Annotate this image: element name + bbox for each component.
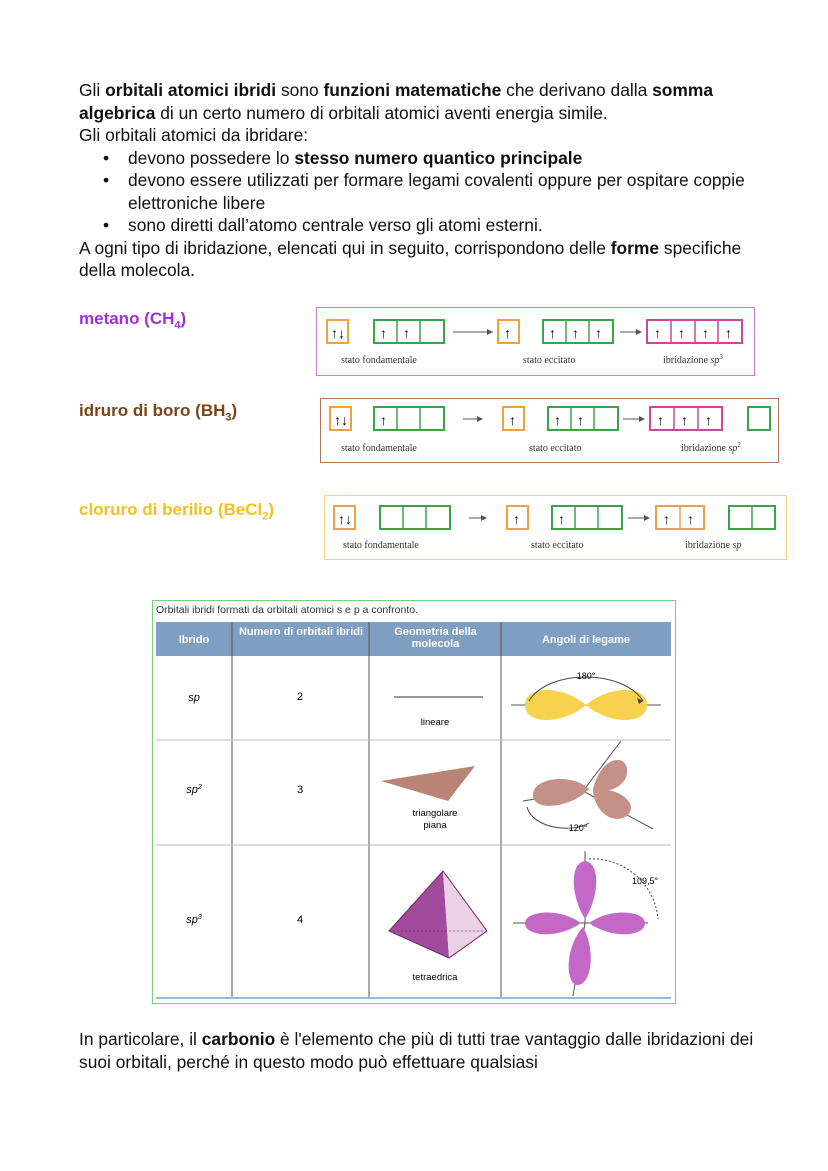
molecule-label-methane bbox=[79, 309, 186, 331]
subscript: 2 bbox=[262, 510, 269, 523]
intro-paragraph-2: Gli orbitali atomici da ibridare: bbox=[79, 125, 309, 145]
orbital-diagram-beryllium-chloride bbox=[324, 495, 787, 560]
row-count: 2 bbox=[296, 691, 304, 703]
electron-pair-arrows: ↑↓ bbox=[338, 513, 352, 528]
text: sono bbox=[276, 80, 324, 100]
electron-arrow: ↑ bbox=[380, 327, 387, 342]
intro-paragraph-3 bbox=[79, 237, 769, 282]
label-hybridization: ibridazione $sp^2$ bbox=[681, 441, 741, 454]
electron-arrow: ↑ bbox=[687, 513, 694, 528]
electron-arrow: ↑ bbox=[403, 327, 410, 342]
arrow-head bbox=[636, 329, 642, 335]
electron-pair-arrows: ↑↓ bbox=[334, 414, 348, 429]
label-excited-state: stato eccitato bbox=[523, 355, 576, 366]
header-bond-angles: Angoli di legame bbox=[541, 634, 631, 646]
molecule-label-beryllium-chloride bbox=[79, 500, 274, 522]
text: cloruro di berilio (BeCl bbox=[79, 500, 263, 519]
text: specifiche della molecola. bbox=[79, 237, 742, 280]
lobe-bottom bbox=[569, 927, 591, 985]
text: In particolare, il bbox=[79, 1029, 202, 1049]
bold-text: orbitali atomici ibridi bbox=[105, 80, 277, 100]
row-geometry-line1: triangolare bbox=[412, 808, 458, 819]
text: A ogni tipo di ibridazione, elencati qui in seguito, corrispondono delle bbox=[79, 237, 611, 258]
lobe-left bbox=[525, 912, 581, 934]
electron-arrow: ↑ bbox=[554, 414, 561, 429]
electron-arrow: ↑ bbox=[504, 327, 511, 342]
angle-arc bbox=[589, 859, 658, 919]
bold-text: carbonio bbox=[201, 1029, 276, 1049]
electron-arrow: ↑ bbox=[657, 414, 664, 429]
row-hybrid-sp2: $sp^2$ bbox=[186, 784, 202, 796]
angle-label: 120° bbox=[568, 823, 588, 833]
text: che derivano dalla bbox=[501, 80, 653, 100]
row-geometry-line2: piana bbox=[423, 820, 447, 831]
orbital-box-group bbox=[380, 506, 450, 529]
angle-label: 180° bbox=[576, 671, 596, 681]
orbital-diagram-svg bbox=[321, 399, 778, 462]
row-count: 4 bbox=[296, 914, 304, 926]
header-orbital-count: Numero di orbitali ibridi bbox=[238, 626, 364, 638]
text: di un certo numero di orbitali atomici aventi energia simile. bbox=[155, 102, 608, 123]
orbital-box bbox=[748, 407, 770, 430]
electron-arrow: ↑ bbox=[380, 414, 387, 429]
text: ) bbox=[268, 500, 275, 519]
sp2-orbital-lobes bbox=[523, 741, 653, 833]
electron-arrow: ↑ bbox=[678, 327, 685, 342]
table-figure bbox=[153, 601, 675, 1003]
sp3-orbital-lobes bbox=[513, 851, 658, 996]
text: ) bbox=[180, 309, 187, 328]
label-excited-state: stato eccitato bbox=[529, 443, 582, 454]
electron-arrow: ↑ bbox=[681, 414, 688, 429]
row-geometry: lineare bbox=[420, 717, 450, 728]
text: Gli bbox=[79, 80, 106, 100]
subscript: 3 bbox=[225, 411, 232, 424]
orbital-diagram-borane bbox=[320, 398, 779, 463]
label-hybridization: ibridazione sp bbox=[685, 540, 742, 551]
bold-text: stesso numero quantico principale bbox=[294, 147, 583, 168]
lobe-top bbox=[593, 760, 627, 791]
row-hybrid-sp3: $sp^3$ bbox=[186, 914, 202, 926]
arrow-head bbox=[644, 515, 650, 521]
label-ground-state: stato fondamentale bbox=[341, 443, 417, 454]
electron-arrow: ↑ bbox=[595, 327, 602, 342]
electron-arrow: ↑ bbox=[663, 513, 670, 528]
arrow-head bbox=[477, 416, 483, 422]
label-excited-state: stato eccitato bbox=[531, 540, 584, 551]
electron-arrow: ↑ bbox=[705, 414, 712, 429]
electron-arrow: ↑ bbox=[513, 513, 520, 528]
electron-arrow: ↑ bbox=[509, 414, 516, 429]
bold-text: forme bbox=[610, 237, 660, 258]
row-geometry: tetraedrica bbox=[412, 972, 458, 983]
arrow-head bbox=[639, 416, 645, 422]
electron-pair-arrows: ↑↓ bbox=[331, 327, 345, 342]
electron-arrow: ↑ bbox=[702, 327, 709, 342]
intro-paragraph-1 bbox=[79, 79, 769, 124]
orbital-diagram-methane bbox=[316, 307, 755, 376]
label-ground-state: stato fondamentale bbox=[343, 540, 419, 551]
bullet-item: • devono essere utilizzati per formare legami covalenti oppure per ospitare coppie elettroniche libere bbox=[125, 169, 769, 214]
angle-label: 109,5° bbox=[631, 876, 659, 886]
electron-arrow: ↑ bbox=[577, 414, 584, 429]
electron-arrow: ↑ bbox=[654, 327, 661, 342]
label-ground-state: stato fondamentale bbox=[341, 355, 417, 366]
intro-bullet-list bbox=[79, 147, 769, 237]
text: devono possedere lo bbox=[128, 147, 295, 168]
table-caption: Orbitali ibridi formati da orbitali atomici s e p a confronto. bbox=[156, 604, 419, 616]
label-hybridization: ibridazione $sp^3$ bbox=[663, 353, 723, 366]
lobe-bottom-right bbox=[593, 789, 631, 819]
electron-arrow: ↑ bbox=[549, 327, 556, 342]
text: idruro di boro (BH bbox=[79, 401, 226, 420]
trigonal-plane-shape bbox=[381, 766, 475, 801]
arrow-head bbox=[481, 515, 487, 521]
molecule-label-borane bbox=[79, 401, 237, 423]
sp-orbital-lobes bbox=[511, 671, 661, 720]
orbital-diagram-svg bbox=[317, 308, 754, 375]
electron-arrow: ↑ bbox=[558, 513, 565, 528]
intro-text bbox=[79, 79, 769, 282]
bullet-item bbox=[125, 147, 769, 170]
lobe-right bbox=[589, 912, 645, 934]
lobe-left bbox=[533, 779, 589, 806]
arrow-head bbox=[487, 329, 493, 335]
tetrahedron-shape bbox=[389, 871, 487, 958]
header-geometry: Geometria della molecola bbox=[394, 626, 477, 650]
orbital-diagram-svg bbox=[325, 496, 786, 559]
bold-text: funzioni matematiche bbox=[323, 80, 502, 100]
subscript: 4 bbox=[174, 319, 181, 332]
text: ) bbox=[231, 401, 238, 420]
electron-arrow: ↑ bbox=[725, 327, 732, 342]
bullet-item: • sono diretti dall’atomo centrale verso gli atomi esterni. bbox=[125, 214, 769, 237]
row-count: 3 bbox=[296, 784, 304, 796]
text: metano (CH bbox=[79, 309, 175, 328]
bottom-paragraph bbox=[79, 1028, 769, 1073]
hybrid-orbitals-table bbox=[152, 600, 676, 1004]
electron-arrow: ↑ bbox=[572, 327, 579, 342]
lobe-top bbox=[574, 861, 597, 919]
text: è l'elemento che più di tutti trae vantaggio dalle ibridazioni dei suoi orbitali, perché in questo modo può effettuare qualsiasi bbox=[79, 1029, 754, 1072]
row-hybrid-sp: sp bbox=[188, 692, 200, 704]
bold-text: somma algebrica bbox=[79, 80, 714, 123]
header-hybrid: Ibrido bbox=[178, 634, 210, 646]
